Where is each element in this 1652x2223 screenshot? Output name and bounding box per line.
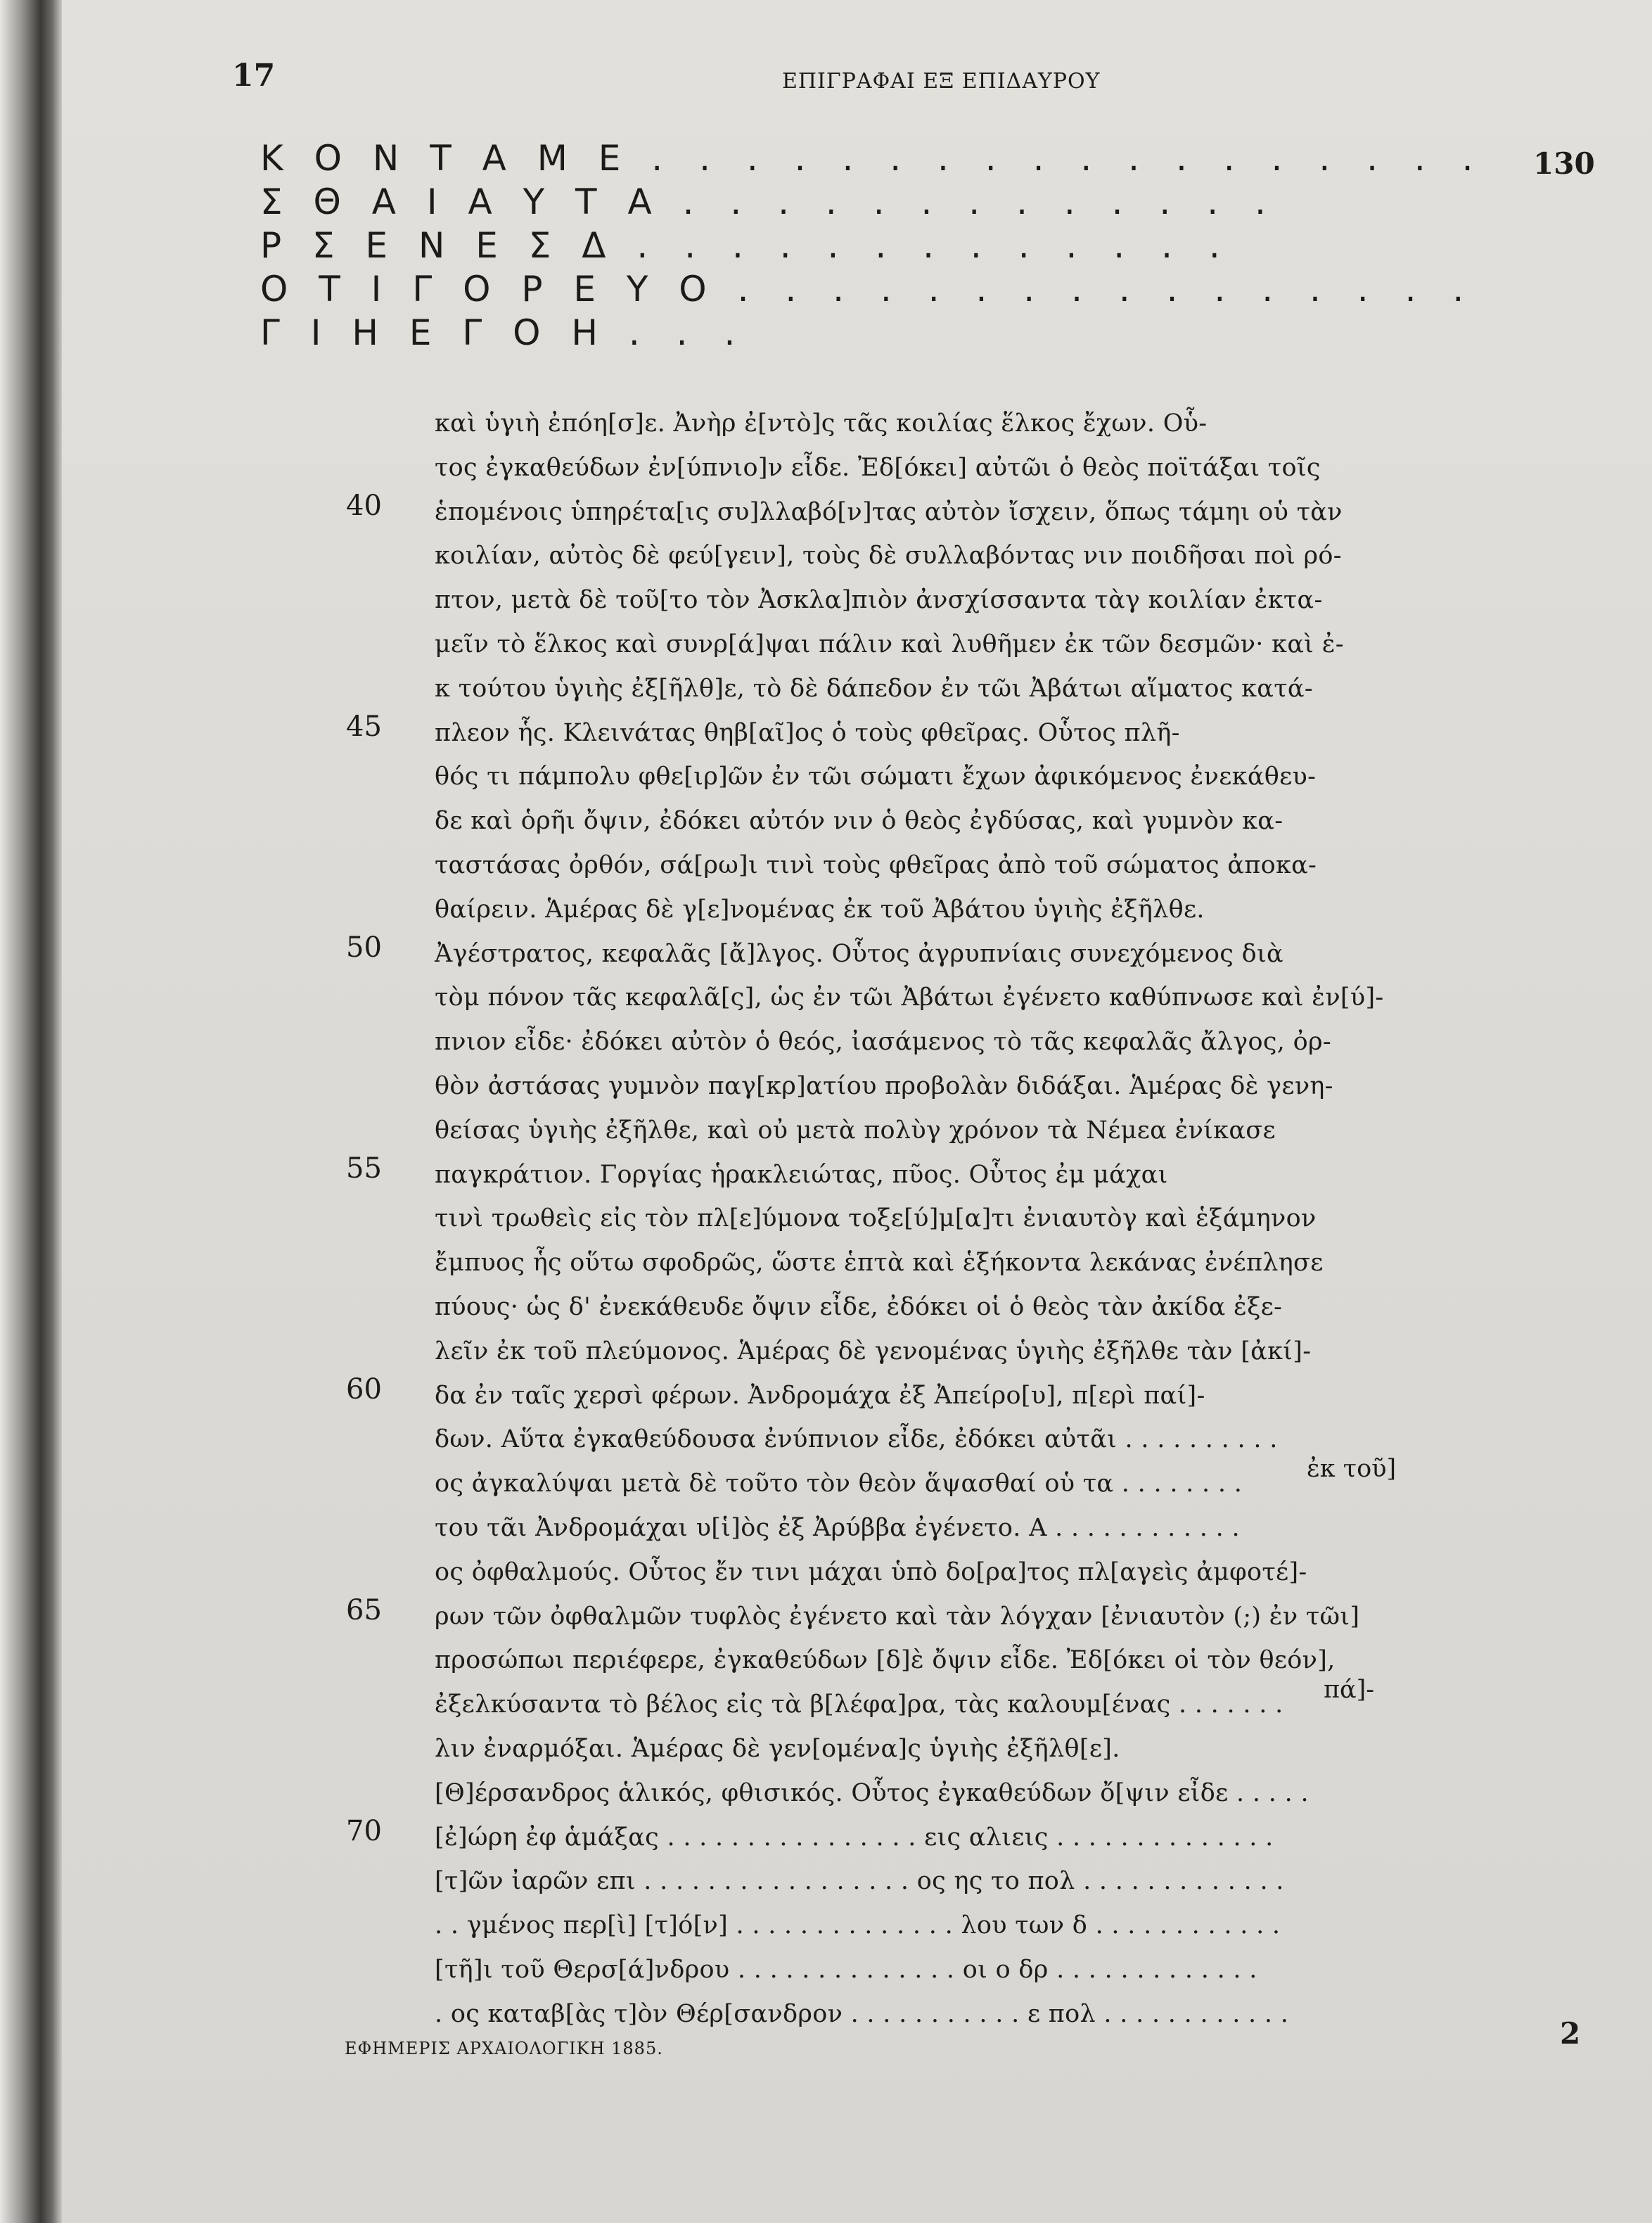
line-number: 65 — [346, 1594, 382, 1626]
uncial-line — [260, 138, 1486, 179]
text-line: . ος καταβ[ὰς τ]ὸν Θέρ[σανδρον . . . . . . . . . . . ε πολ . . . . . . . . . . . . — [435, 1999, 1289, 2028]
text-line: δα ἐν ταῖς χερσὶ φέρων. Ἀνδρομάχα ἐξ Ἀπείρο[υ], π[ερὶ παί]- — [435, 1381, 1205, 1410]
text-line: ος ἀγκαλύψαι μετὰ δὲ τοῦτο τὸν θεὸν ἅψασθαί οὑ τα . . . . . . . . — [435, 1470, 1243, 1498]
uncial-letters: Κ Ο Ν Τ Α Μ Ε — [260, 138, 631, 179]
text-line: θός τι πάμπολυ φθε[ιρ]ῶν ἐν τῶι σώματι ἔχων ἀφικόμενος ἐνεκάθευ- — [435, 763, 1317, 791]
text-line: καὶ ὑγιὴ ἐπόη[σ]ε. Ἀνὴρ ἐ[ντὸ]ς τᾶς κοιλίας ἕλκος ἔχων. Οὗ- — [435, 409, 1208, 438]
margin-word: ἐκ τοῦ] — [1307, 1455, 1397, 1483]
line-number: 50 — [346, 931, 382, 964]
text-line: θαίρειν. Ἁμέρας δὲ γ[ε]νομένας ἐκ τοῦ Ἀβάτου ὑγιὴς ἐξῆλθε. — [435, 895, 1205, 924]
line-number: 40 — [346, 490, 382, 522]
uncial-dots: . . . . . . . . . . . . . — [682, 181, 1279, 222]
text-line: λεῖν ἐκ τοῦ πλεύμονος. Ἁμέρας δὲ γενομένας ὑγιὴς ἐξῆλθε τὰν [ἀκί]- — [435, 1337, 1312, 1365]
page-number: 17 — [232, 58, 276, 94]
text-line: ἐξελκύσαντα τὸ βέλος εἰς τὰ β[λέφα]ρα, τὰς καλουμ[ένας . . . . . . . — [435, 1690, 1283, 1719]
uncial-dots: . . . — [628, 312, 748, 353]
text-line: ἔμπυος ἧς οὕτω σφοδρῶς, ὥστε ἑπτὰ καὶ ἑξήκοντα λεκάνας ἐνέπλησε — [435, 1249, 1324, 1278]
text-line: παγκράτιον. Γοργίας ἡρακλειώτας, πῦος. Οὗτος ἐμ μάχαι — [435, 1160, 1168, 1189]
line-number: 45 — [346, 711, 382, 743]
book-binding-shadow — [0, 0, 62, 2223]
text-line: μεῖν τὸ ἕλκος καὶ συνρ[ά]ψαι πάλιν καὶ λυθῆμεν ἐκ τῶν δεσμῶν· καὶ ἐ- — [435, 630, 1344, 658]
text-line: θείσας ὑγιὴς ἐξῆλθε, καὶ οὐ μετὰ πολὺγ χρόνον τὰ Νέμεα ἐνίκασε — [435, 1116, 1276, 1145]
text-line: ἑπομένοις ὑπηρέτα[ις συ]λλαβό[ν]τας αὐτὸν ἴσχειν, ὅπως τάμηι οὑ τὰν — [435, 497, 1343, 526]
text-line: [Θ]έρσανδρος ἁλικός, φθισικός. Οὗτος ἐγκαθεύδων ὄ[ψιν εἶδε . . . . . — [435, 1778, 1309, 1807]
uncial-letters: Ρ Σ Ε Ν Ε Σ Δ — [260, 225, 616, 266]
uncial-line-number: 130 — [1533, 146, 1595, 181]
uncial-letters: Γ Ι Η Ε Γ Ο Η — [260, 312, 608, 353]
text-line: του τᾶι Ἀνδρομάχαι υ[ἱ]ὸς ἐξ Ἀρύββα ἐγένετο. Α . . . . . . . . . . . . — [435, 1514, 1240, 1542]
text-line: κοιλίαν, αὐτὸς δὲ φεύ[γειν], τοὺς δὲ συλλαβόντας νιν ποιδῆσαι ποὶ ρό- — [435, 542, 1342, 571]
text-line: ος ὀφθαλμούς. Οὗτος ἔν τινι μάχαι ὑπὸ δο[ρα]τος πλ[αγεὶς ἀμφοτέ]- — [435, 1558, 1307, 1586]
text-line: λιν ἐναρμόξαι. Ἁμέρας δὲ γεν[ομένα]ς ὑγιὴς ἐξῆλθ[ε]. — [435, 1735, 1120, 1763]
line-number: 60 — [346, 1373, 382, 1406]
text-line: [τῆ]ι τοῦ Θερσ[ά]νδρου . . . . . . . . . . . . . . οι ο δρ . . . . . . . . . . . . . — [435, 1956, 1257, 1984]
text-line: . . γμένος περ[ὶ] [τ]ό[ν] . . . . . . . . . . . . . . λου των δ . . . . . . . . . . . . — [435, 1911, 1281, 1940]
text-line: πλεον ἧς. Κλειvάτας θηβ[αῖ]ος ὁ τοὺς φθεῖρας. Οὗτος πλῆ- — [435, 718, 1180, 747]
uncial-line — [260, 181, 1279, 222]
text-line: τος ἐγκαθεύδων ἐν[ύπνιο]ν εἶδε. Ἐδ[όκει] αὐτῶι ὁ θεὸς ποϊτάξαι τοῖς — [435, 453, 1321, 482]
text-line: δων. Αὕτα ἐγκαθεύδουσα ἐνύπνιον εἶδε, ἐδόκει αὐτᾶι . . . . . . . . . . — [435, 1425, 1278, 1454]
running-title: ΕΠΙΓΡΑΦΑΙ ΕΞ ΕΠΙΔΑΥΡΟΥ — [782, 69, 1101, 94]
margin-word: πά]- — [1324, 1676, 1375, 1704]
uncial-line — [260, 312, 748, 353]
text-line: θὸν ἀστάσας γυμνὸν παγ[κρ]ατίου προβολὰν διδάξαι. Ἁμέρας δὲ γενη- — [435, 1072, 1333, 1100]
text-line: [τ]ῶν ἰαρῶν επι . . . . . . . . . . . . . . . . . ος ης το πολ . . . . . . . . . . . . . — [435, 1867, 1284, 1896]
text-line: προσώπωι περιέφερε, ἐγκαθεύδων [δ]ὲ ὄψιν εἶδε. Ἐδ[όκει οἱ τὸν θεόν], — [435, 1646, 1336, 1675]
journal-footer: ΕΦΗΜΕΡΙΣ ΑΡΧΑΙΟΛΟΓΙΚΗ 1885. — [345, 2039, 663, 2058]
line-number: 55 — [346, 1152, 382, 1185]
uncial-line — [260, 225, 1233, 266]
text-line: πνιον εἶδε· ἐδόκει αὐτὸν ὁ θεός, ἰασάμενος τὸ τᾶς κεφαλᾶς ἄλγος, ὀρ- — [435, 1028, 1331, 1057]
text-line: τινὶ τρωθεὶς εἰς τὸν πλ[ε]ύμονα τοξε[ύ]μ[α]τι ἐνιαυτὸγ καὶ ἑξάμηνον — [435, 1204, 1317, 1233]
uncial-letters: Ο Τ Ι Γ Ο Ρ Ε Υ Ο — [260, 269, 717, 310]
text-line: ταστάσας ὀρθόν, σά[ρω]ι τινὶ τοὺς φθεῖρας ἀπὸ τοῦ σώματος ἀποκα- — [435, 851, 1317, 879]
uncial-line — [260, 269, 1476, 310]
text-line: πτον, μετὰ δὲ τοῦ[το τὸν Ἀσκλα]πιὸν ἀνσχίσσαντα τὰγ κοιλίαν ἐκτα- — [435, 586, 1323, 615]
side-number: 2 — [1560, 2016, 1581, 2051]
text-line: πύους· ὡς δ' ἐνεκάθευδε ὄψιν εἶδε, ἐδόκει οἱ ὁ θεὸς τὰν ἀκίδα ἐξε- — [435, 1293, 1283, 1321]
uncial-letters: Σ Θ Α Ι Α Υ Τ Α — [260, 181, 662, 222]
uncial-dots: . . . . . . . . . . . . . . . . — [737, 269, 1477, 310]
text-line: κ τούτου ὑγιὴς ἐξ[ῆλθ]ε, τὸ δὲ δάπεδον ἐν τῶι Ἀβάτωι αἵματος κατά- — [435, 674, 1313, 703]
text-line: [ἐ]ώρη ἐφ ἁμάξας . . . . . . . . . . . . . . . . εις αλιεις . . . . . . . . . . . . . . — [435, 1823, 1274, 1852]
text-line: τὸμ πόνον τᾶς κεφαλᾶ[ς], ὡς ἐν τῶι Ἀβάτωι ἐγένετο καθύπνωσε καὶ ἐν[ύ]- — [435, 983, 1384, 1012]
text-line: Ἀγέστρατος, κεφαλᾶς [ἄ]λγος. Οὗτος ἀγρυπνίαις συνεχόμενος διὰ — [435, 939, 1283, 968]
text-line: δε καὶ ὁρῆι ὄψιν, ἐδόκει αὐτόν νιν ὁ θεὸς ἐγδύσας, καὶ γυμνὸν κα- — [435, 807, 1283, 836]
uncial-dots: . . . . . . . . . . . . . — [636, 225, 1233, 266]
uncial-dots: . . . . . . . . . . . . . . . . . . — [651, 138, 1486, 179]
text-line: ρων τῶν ὀφθαλμῶν τυφλὸς ἐγένετο καὶ τὰν λόγχαν [ἐνιαυτὸν (;) ἐν τῶι] — [435, 1602, 1360, 1631]
line-number: 70 — [346, 1815, 382, 1847]
